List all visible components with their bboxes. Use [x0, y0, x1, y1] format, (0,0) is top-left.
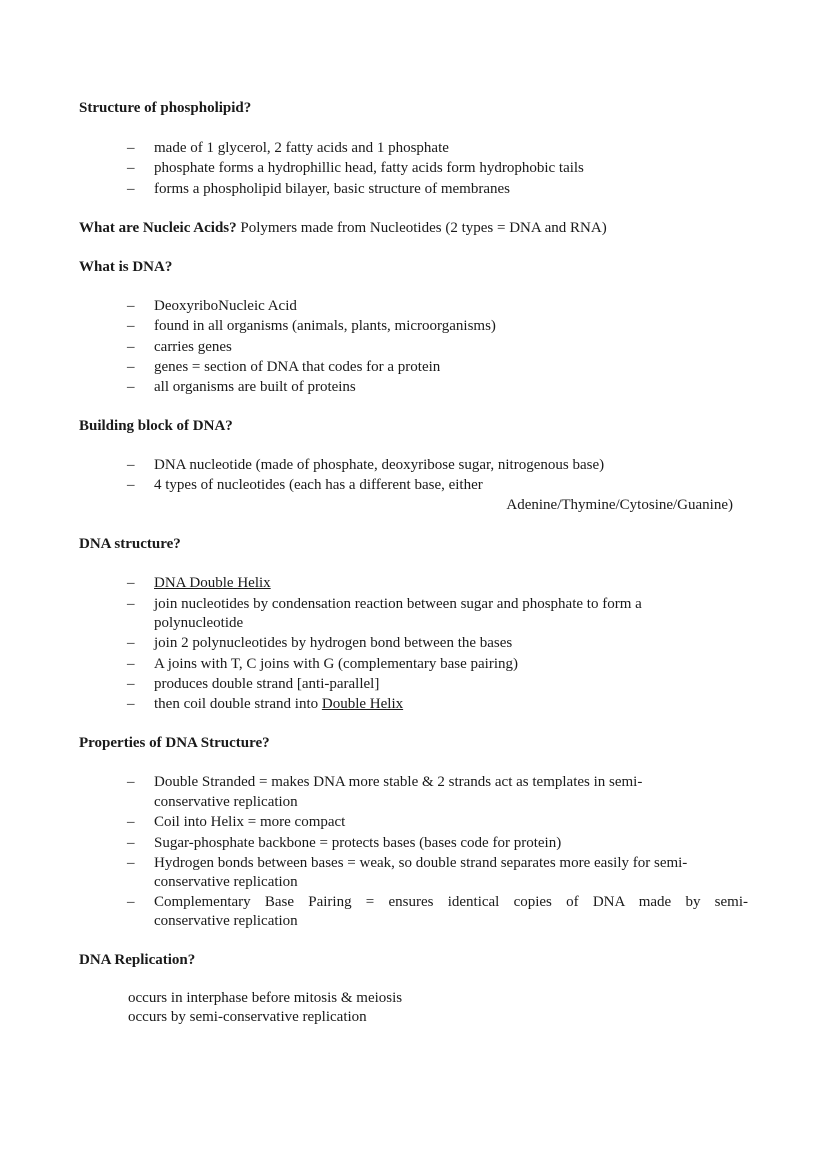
- bullet-dash: –: [127, 318, 135, 334]
- list-item: carries genes: [154, 339, 232, 355]
- list-item: forms a phospholipid bilayer, basic structure of membranes: [154, 181, 510, 197]
- list-item: join nucleotides by condensation reaction between sugar and phosphate to form a: [154, 596, 642, 612]
- list-item-continuation: conservative replication: [154, 913, 298, 929]
- bullet-dash: –: [127, 477, 135, 493]
- bullet-dash: –: [127, 774, 135, 790]
- list-item: DNA nucleotide (made of phosphate, deoxyribose sugar, nitrogenous base): [154, 457, 605, 473]
- bullet-dash: –: [127, 359, 135, 375]
- list-item: genes = section of DNA that codes for a protein: [154, 359, 441, 375]
- list-item-continuation: conservative replication: [154, 794, 298, 810]
- list-item: phosphate forms a hydrophillic head, fatty acids form hydrophobic tails: [154, 160, 584, 176]
- list-item-underlined: DNA Double Helix: [154, 575, 271, 591]
- heading-dna-replication: DNA Replication?: [79, 952, 196, 968]
- heading-dna-structure: DNA structure?: [79, 536, 181, 552]
- bullet-dash: –: [127, 676, 135, 692]
- bullet-dash: –: [127, 339, 135, 355]
- bullet-dash: –: [127, 379, 135, 395]
- list-item: 4 types of nucleotides (each has a different base, either: [154, 477, 483, 493]
- bullet-dash: –: [127, 656, 135, 672]
- list-item-continuation: conservative replication: [154, 874, 298, 890]
- nucleic-acids-definition: Polymers made from Nucleotides (2 types = DNA and RNA): [240, 220, 607, 236]
- heading-nucleic-acids: [79, 219, 607, 237]
- bullet-dash: –: [127, 835, 135, 851]
- list-item-continuation: Adenine/Thymine/Cytosine/Guanine): [506, 497, 733, 513]
- list-item: [154, 695, 403, 713]
- list-item-text: then coil double strand into: [154, 696, 319, 712]
- list-item: A joins with T, C joins with G (complementary base pairing): [154, 656, 518, 672]
- list-item-continuation: polynucleotide: [154, 615, 244, 631]
- heading-building-block: Building block of DNA?: [79, 418, 233, 434]
- heading-properties: Properties of DNA Structure?: [79, 735, 270, 751]
- bullet-dash: –: [127, 596, 135, 612]
- heading-phospholipid: Structure of phospholipid?: [79, 100, 252, 116]
- bullet-dash: –: [127, 635, 135, 651]
- list-item: Coil into Helix = more compact: [154, 814, 346, 830]
- bullet-dash: –: [127, 575, 135, 591]
- list-item: found in all organisms (animals, plants, microorganisms): [154, 318, 496, 334]
- bullet-dash: –: [127, 855, 135, 871]
- heading-nucleic-acids-label: What are Nucleic Acids?: [79, 220, 237, 236]
- list-item: Double Stranded = makes DNA more stable & 2 strands act as templates in semi-: [154, 774, 643, 790]
- heading-what-is-dna: What is DNA?: [79, 259, 173, 275]
- list-item: produces double strand [anti-parallel]: [154, 676, 380, 692]
- bullet-dash: –: [127, 457, 135, 473]
- list-item: made of 1 glycerol, 2 fatty acids and 1 phosphate: [154, 140, 449, 156]
- bullet-dash: –: [127, 696, 135, 712]
- paragraph-line: occurs in interphase before mitosis & meiosis: [128, 990, 403, 1006]
- double-helix-underlined: Double Helix: [321, 696, 404, 712]
- paragraph-line: occurs by semi-conservative replication: [128, 1009, 367, 1025]
- list-item: join 2 polynucleotides by hydrogen bond between the bases: [154, 635, 513, 651]
- bullet-dash: –: [127, 140, 135, 156]
- bullet-dash: –: [127, 298, 135, 314]
- list-item: all organisms are built of proteins: [154, 379, 356, 395]
- bullet-dash: –: [127, 814, 135, 830]
- bullet-dash: –: [127, 894, 135, 910]
- bullet-dash: –: [127, 181, 135, 197]
- list-item: Hydrogen bonds between bases = weak, so double strand separates more easily for semi-: [154, 855, 688, 871]
- list-item-justified: Complementary Base Pairing = ensures identical copies of DNA made by semi-: [154, 894, 748, 910]
- list-item: DeoxyriboNucleic Acid: [154, 298, 297, 314]
- bullet-dash: –: [127, 160, 135, 176]
- list-item: Sugar-phosphate backbone = protects bases (bases code for protein): [154, 835, 562, 851]
